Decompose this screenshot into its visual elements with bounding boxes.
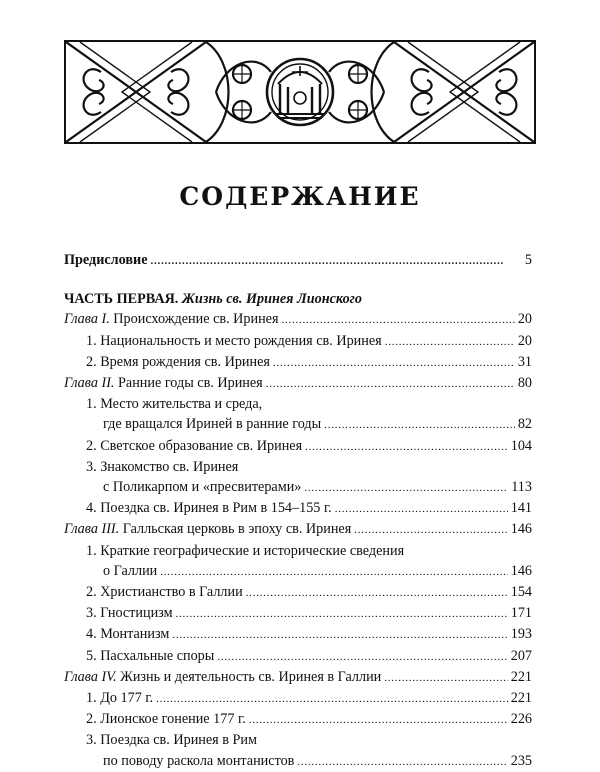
toc-item-row[interactable] [64,331,532,352]
ornament-icon [66,42,534,142]
toc-item-row[interactable] [64,751,532,772]
toc-entry-text: о Галлии [103,562,158,579]
toc-entry-text: Галльская церковь в эпоху св. Иринея [122,521,352,538]
toc-entry-text: 2. Христианство в Галлии [86,584,243,601]
toc-leader-dots [266,373,515,394]
toc-item-row[interactable] [64,436,532,457]
ornamental-header-banner [64,40,536,144]
toc-entries [64,309,532,771]
toc-page-number: 82 [517,416,532,433]
toc-page-number: 5 [524,252,532,268]
toc-chapter-label: Глава IV. [64,668,117,685]
toc-item-row[interactable] [64,477,532,498]
toc-leader-dots [246,582,508,603]
toc-page-number: 20 [517,311,532,328]
toc-item-row[interactable] [64,561,532,582]
toc-leader-dots [172,624,507,645]
toc-page-number: 235 [510,752,532,769]
toc-item-row[interactable] [64,688,532,709]
toc-leader-dots [354,519,507,540]
toc-chapter-label: Глава III. [64,521,120,538]
toc-chapter-row[interactable] [64,519,532,540]
toc-item-row[interactable] [64,603,532,624]
toc-leader-dots [176,603,508,624]
toc-leader-dots [385,331,515,352]
toc-leader-dots [156,688,508,709]
toc-part-heading [64,289,532,309]
toc-entry-text: Жизнь и деятельность св. Иринея в Галлии [120,668,382,685]
toc-chapter-title [64,667,381,687]
toc-leader-dots [273,352,515,373]
toc-entry-text: Ранние годы св. Иринея [118,375,263,392]
toc-item-row[interactable] [64,414,532,435]
toc-leader-dots [324,414,515,435]
toc-chapter-title [64,309,279,329]
toc-page-number: 193 [510,626,532,643]
toc-entry-text: 1. До 177 г. [86,690,154,707]
toc-entry-text: Происхождение св. Иринея [113,311,279,328]
toc-entry-text: 4. Поездка св. Иринея в Рим в 154–155 г. [86,500,332,517]
table-of-contents [64,250,532,772]
page-title: СОДЕРЖАНИЕ [179,182,421,211]
toc-page-number: 104 [510,437,532,454]
toc-entry-text: 4. Монтанизм [86,626,170,643]
toc-page-number: 141 [510,500,532,517]
toc-entry-text: 1. Краткие географические и исторические сведения [86,542,405,559]
toc-item-row[interactable] [64,457,532,477]
toc-page-number: 113 [511,479,532,496]
toc-item-row[interactable] [64,582,532,603]
toc-entry-text: 2. Лионское гонение 177 г. [86,711,246,728]
toc-chapter-title [64,519,351,539]
toc-page-number: 207 [510,647,532,664]
toc-chapter-title [64,373,263,393]
toc-page-number: 31 [517,353,532,370]
toc-entry-text: с Поликарпом и «пресвитерами» [103,479,302,496]
toc-preface-row[interactable] [64,250,532,271]
toc-leader-dots [249,709,508,730]
toc-entry-text: 3. Гностицизм [86,605,173,622]
toc-item-row[interactable] [64,541,532,561]
toc-leader-dots [335,498,508,519]
toc-entry-text: 1. Место жительства и среда, [86,396,263,413]
toc-entry-text: 3. Поездка св. Иринея в Рим [86,732,257,749]
toc-leader-dots [384,667,507,688]
toc-preface-label: Предисловие [64,252,148,268]
toc-part-label: ЧАСТЬ ПЕРВАЯ. [64,291,179,308]
toc-page-number: 20 [517,332,532,349]
toc-entry-text: 2. Время рождения св. Иринея [86,353,270,370]
toc-leader-dots [160,561,507,582]
toc-item-row[interactable] [64,709,532,730]
toc-chapter-row[interactable] [64,373,532,394]
toc-page-number: 171 [510,605,532,622]
toc-entry-text: 2. Светское образование св. Иринея [86,437,303,454]
toc-leader-dots [282,309,515,330]
toc-page-number: 221 [510,668,532,685]
toc-leader-dots [151,250,516,271]
toc-page-number: 80 [517,375,532,392]
toc-leader-dots [304,477,508,498]
toc-chapter-row[interactable] [64,667,532,688]
toc-entry-text: 1. Национальность и место рождения св. Иринея [86,332,382,349]
toc-entry-text: 5. Пасхальные споры [86,647,215,664]
toc-page-number: 226 [510,711,532,728]
toc-page-number: 221 [510,690,532,707]
toc-item-row[interactable] [64,730,532,750]
toc-item-row[interactable] [64,394,532,414]
toc-entry-text: 3. Знакомство св. Иринея [86,458,239,475]
toc-item-row[interactable] [64,624,532,645]
toc-leader-dots [217,646,507,667]
toc-item-row[interactable] [64,646,532,667]
toc-leader-dots [305,436,508,457]
toc-page-number: 146 [510,562,532,579]
toc-chapter-label: Глава I. [64,311,110,328]
toc-page-number: 146 [510,521,532,538]
toc-chapter-label: Глава II. [64,375,115,392]
toc-entry-text: где вращался Ириней в ранние годы [103,416,322,433]
toc-chapter-row[interactable] [64,309,532,330]
toc-entry-text: по поводу раскола монтанистов [103,752,295,769]
toc-page-number: 154 [510,584,532,601]
toc-item-row[interactable] [64,498,532,519]
toc-leader-dots [297,751,507,772]
toc-item-row[interactable] [64,352,532,373]
toc-part-subtitle: Жизнь св. Иринея Лионского [181,291,363,308]
